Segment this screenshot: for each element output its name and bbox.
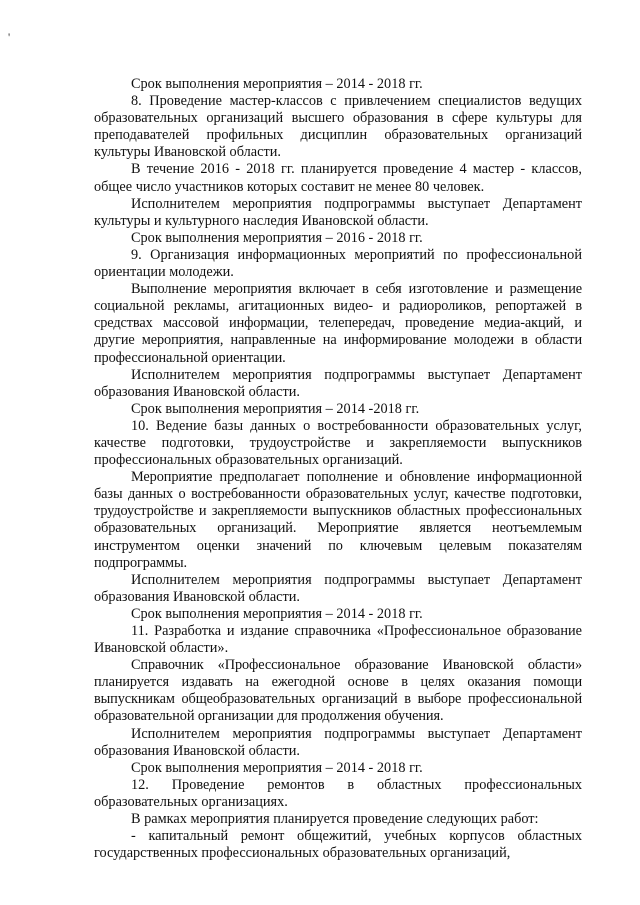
item-10-heading: 10. Ведение базы данных о востребованности образовательных услуг, качестве подготовки, трудоустройстве и закрепляемости выпускников профессиональных образовательных организаций. (94, 417, 582, 469)
item-9-executor: Исполнителем мероприятия подпрограммы выступает Департамент образования Ивановской области. (94, 366, 582, 400)
item-9-description: Выполнение мероприятия включает в себя изготовление и размещение социальной рекламы, агитационных видео- и радиороликов, репортажей в средствах массовой информации, телепередач, проведение медиа-акций, и другие мероприятия, направленные на информирование молодежи в области профессиональной ориентации. (94, 281, 582, 366)
deadline-line: Срок выполнения мероприятия – 2014 - 2018 гг. (131, 759, 423, 776)
item-12-intro: В рамках мероприятия планируется проведение следующих работ: (131, 811, 539, 828)
document-page (94, 76, 582, 862)
deadline-line: Срок выполнения мероприятия – 2016 - 2018 гг. (131, 229, 423, 246)
item-10-description: Мероприятие предполагает пополнение и обновление информационной базы данных о востребованности образовательных услуг, качестве подготовки, трудоустройстве и закрепляемости выпускников областных профессиональных образовательных организаций. Мероприятие является неотъемлемым инструментом оценки значений по ключевым целевым показателям подпрограммы. (94, 469, 582, 571)
item-9-heading: 9. Организация информационных мероприятий по профессиональной ориентации молодежи. (94, 246, 582, 281)
item-10-executor: Исполнителем мероприятия подпрограммы выступает Департамент образования Ивановской области. (94, 571, 582, 605)
item-12-list-item: - капитальный ремонт общежитий, учебных корпусов областных государственных профессиональных образовательных организаций, (94, 828, 582, 862)
item-11-executor: Исполнителем мероприятия подпрограммы выступает Департамент образования Ивановской области. (94, 725, 582, 759)
item-8-executor: Исполнителем мероприятия подпрограммы выступает Департамент культуры и культурного наследия Ивановской области. (94, 195, 582, 229)
deadline-line: Срок выполнения мероприятия – 2014 - 2018 гг. (131, 605, 423, 622)
item-8-heading: 8. Проведение мастер-классов с привлечением специалистов ведущих образовательных организаций высшего образования в сфере культуры для преподавателей профильных дисциплин образовательных организаций культуры Ивановской области. (94, 93, 582, 161)
margin-mark: ' (8, 30, 11, 44)
item-11-heading: 11. Разработка и издание справочника «Профессиональное образование Ивановской области». (94, 623, 582, 657)
deadline-line: Срок выполнения мероприятия – 2014 - 2018 гг. (131, 76, 423, 92)
item-11-description: Справочник «Профессиональное образование Ивановской области» планируется издавать на ежегодной основе в целях оказания помощи выпускникам общеобразовательных организаций в выборе профессиональной образовательной организации для продолжения обучения. (94, 657, 582, 725)
deadline-line: Срок выполнения мероприятия – 2014 -2018 гг. (131, 400, 420, 417)
item-12-heading: 12. Проведение ремонтов в областных профессиональных образовательных организациях. (94, 776, 582, 810)
item-8-plan: В течение 2016 - 2018 гг. планируется проведение 4 мастер - классов, общее число участников которых составит не менее 80 человек. (94, 161, 582, 195)
